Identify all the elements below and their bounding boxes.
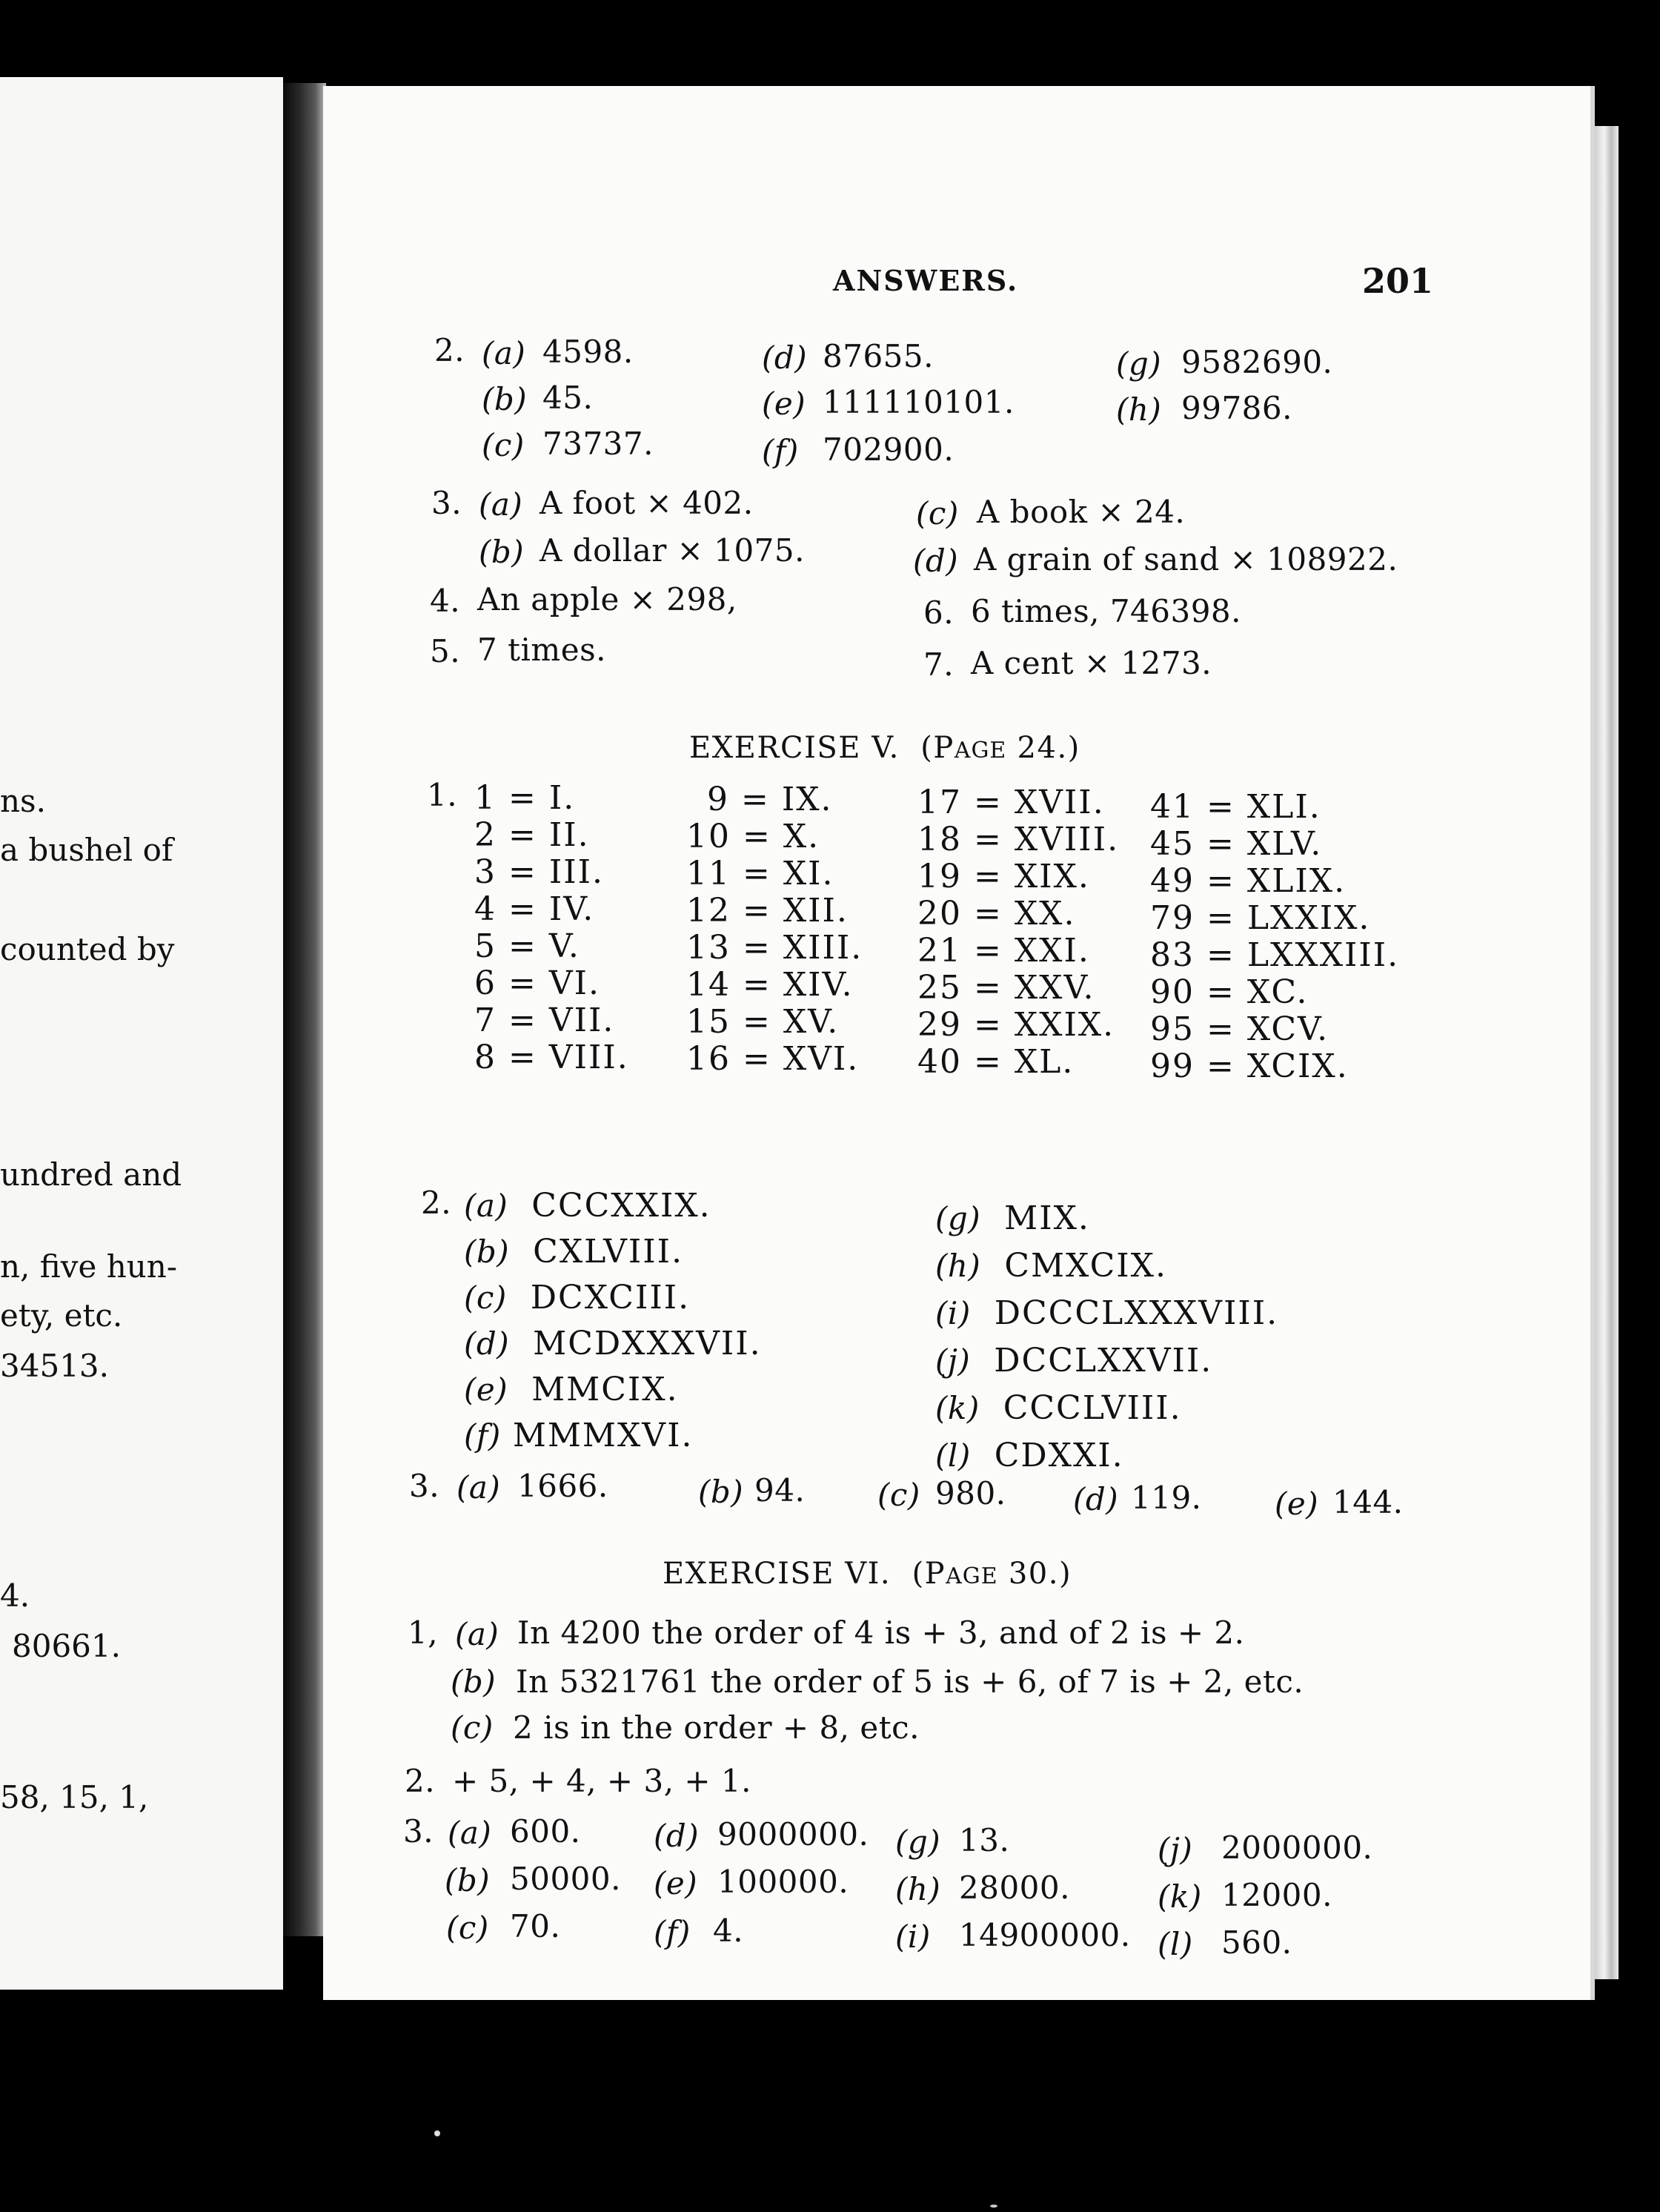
answer-value: 2 is in the order + 8, etc. bbox=[513, 1709, 920, 1746]
answer-value: An apple × 298, bbox=[477, 581, 737, 617]
roman-col-4 bbox=[1150, 789, 1399, 1085]
roman-entry: 6 = VI. bbox=[474, 964, 600, 1002]
exercise-title: EXERCISE VI. bbox=[663, 1557, 892, 1591]
left-fragment: ns. bbox=[0, 783, 46, 819]
answer-label: (c) bbox=[464, 1279, 507, 1316]
roman-col-3 bbox=[917, 784, 1119, 1081]
answer-label: (a) bbox=[456, 1469, 501, 1506]
answer-value: 94. bbox=[754, 1472, 806, 1509]
answer-row bbox=[935, 1385, 1278, 1432]
roman-entry: 11 = XI. bbox=[686, 855, 834, 893]
answer-value: CXLVIII. bbox=[533, 1233, 684, 1271]
page-ref-open: (P bbox=[920, 731, 954, 765]
answer-label: (d) bbox=[464, 1325, 510, 1362]
roman-entry: 8 = VIII. bbox=[474, 1039, 629, 1076]
book-gutter-shadow bbox=[283, 83, 326, 1936]
left-fragment: counted by bbox=[0, 931, 175, 967]
answer-label: (g) bbox=[1116, 345, 1162, 382]
roman-entry: 83 = LXXXIII. bbox=[1150, 936, 1400, 974]
answer-value: DCXCIII. bbox=[530, 1279, 691, 1317]
answer-label: (d) bbox=[913, 543, 959, 579]
question-number: 5. bbox=[430, 633, 461, 669]
left-fragment: 4. bbox=[0, 1577, 30, 1614]
scan-speck bbox=[434, 2130, 440, 2136]
answer-value: 73737. bbox=[542, 425, 654, 462]
left-fragment: ety, etc. bbox=[0, 1297, 123, 1334]
answer-value: DCCLXXVII. bbox=[994, 1342, 1213, 1380]
answer-value: 4. bbox=[713, 1913, 744, 1949]
answer-label: (a) bbox=[479, 486, 523, 523]
answer-label: (d) bbox=[762, 340, 808, 376]
roman-entry: 19 = XIX. bbox=[917, 858, 1090, 895]
ex5-q2-left-column bbox=[464, 1183, 762, 1459]
question-number: 7. bbox=[923, 646, 954, 683]
roman-entry: 4 = IV. bbox=[474, 890, 595, 928]
roman-entry: 29 = XXIX. bbox=[917, 1006, 1115, 1044]
answer-value: 99786. bbox=[1181, 390, 1292, 426]
answer-label: (f) bbox=[654, 1914, 691, 1950]
answer-label: (g) bbox=[935, 1200, 981, 1236]
answer-value: 45. bbox=[542, 380, 594, 416]
answer-label: (k) bbox=[1158, 1878, 1202, 1915]
page-ref-close: 24.) bbox=[1006, 731, 1080, 765]
left-fragment: undred and bbox=[0, 1156, 182, 1193]
answer-value: 111110101. bbox=[823, 384, 1015, 420]
answer-label: (l) bbox=[1158, 1926, 1193, 1962]
roman-entry: 16 = XVI. bbox=[686, 1040, 860, 1078]
answer-value: CCCXXIX. bbox=[531, 1187, 711, 1225]
answer-label: (a) bbox=[464, 1188, 508, 1224]
answer-label: (c) bbox=[916, 495, 959, 532]
answer-value: CCCLVIII. bbox=[1003, 1389, 1182, 1427]
answer-label: (h) bbox=[895, 1871, 941, 1907]
answer-value: 14900000. bbox=[959, 1917, 1131, 1953]
answer-value: + 5, + 4, + 3, + 1. bbox=[452, 1763, 752, 1799]
running-title: ANSWERS. bbox=[833, 264, 1019, 297]
question-number: 2. bbox=[434, 332, 465, 368]
answer-row bbox=[464, 1275, 762, 1321]
answer-label: (d) bbox=[1073, 1481, 1119, 1517]
answer-value: MMCIX. bbox=[531, 1371, 679, 1408]
left-facing-page bbox=[0, 77, 283, 1990]
roman-entry: 2 = II. bbox=[474, 816, 590, 854]
answer-value: A dollar × 1075. bbox=[540, 532, 805, 569]
answer-label: (e) bbox=[464, 1371, 508, 1408]
page-number: 201 bbox=[1362, 261, 1434, 301]
question-number: 2. bbox=[421, 1185, 452, 1221]
roman-entry: 41 = XLI. bbox=[1150, 788, 1321, 826]
page-edge bbox=[1595, 126, 1618, 1979]
answer-label: (c) bbox=[877, 1477, 920, 1513]
answer-label: (k) bbox=[935, 1390, 980, 1426]
answer-value: 28000. bbox=[959, 1870, 1070, 1906]
answer-value: MCDXXXVII. bbox=[533, 1325, 762, 1362]
answer-label: (b) bbox=[482, 381, 528, 417]
answer-value: MIX. bbox=[1004, 1199, 1090, 1237]
answer-value: 50000. bbox=[510, 1861, 621, 1897]
left-fragment: 58, 15, 1, bbox=[0, 1779, 149, 1815]
answer-row bbox=[464, 1413, 762, 1459]
answer-label: (d) bbox=[654, 1818, 700, 1854]
answer-label: (h) bbox=[935, 1248, 981, 1284]
answer-label: (b) bbox=[479, 534, 525, 570]
answer-row bbox=[935, 1290, 1278, 1337]
answer-row bbox=[464, 1229, 762, 1275]
answer-label: (a) bbox=[455, 1616, 499, 1652]
answer-label: (i) bbox=[935, 1295, 971, 1331]
answer-label: (j) bbox=[935, 1342, 971, 1379]
answer-value: 6 times, 746398. bbox=[971, 593, 1241, 629]
question-number: 3. bbox=[409, 1468, 440, 1504]
answer-value: 100000. bbox=[717, 1864, 849, 1900]
page-ref-close: 30.) bbox=[997, 1557, 1072, 1591]
answer-label: (c) bbox=[482, 427, 525, 463]
answer-value: 144. bbox=[1332, 1484, 1404, 1520]
roman-entry: 15 = XV. bbox=[686, 1003, 840, 1041]
roman-entry: 12 = XII. bbox=[686, 892, 849, 930]
left-fragment: a bushel of bbox=[0, 832, 173, 868]
left-fragment: 34513. bbox=[0, 1348, 109, 1384]
answer-label: (l) bbox=[935, 1437, 971, 1474]
answer-value: A cent × 1273. bbox=[971, 645, 1212, 681]
roman-entry: 49 = XLIX. bbox=[1150, 862, 1347, 900]
answer-value: 4598. bbox=[542, 334, 634, 370]
answer-value: 119. bbox=[1131, 1480, 1202, 1516]
page-ref-word: AGE bbox=[946, 1563, 998, 1589]
page-ref-open: (P bbox=[912, 1557, 946, 1591]
answer-row bbox=[464, 1183, 762, 1229]
roman-entry: 5 = V. bbox=[474, 927, 580, 965]
exercise-heading bbox=[689, 731, 1080, 765]
roman-entry: 13 = XIII. bbox=[686, 929, 863, 967]
roman-entry: 90 = XC. bbox=[1150, 973, 1309, 1011]
roman-entry: 9 = IX. bbox=[707, 781, 833, 818]
roman-entry: 25 = XXV. bbox=[917, 969, 1095, 1007]
right-page bbox=[323, 86, 1595, 2000]
roman-entry: 79 = LXXIX. bbox=[1150, 899, 1371, 937]
answer-value: A grain of sand × 108922. bbox=[974, 541, 1398, 577]
answer-value: 1666. bbox=[517, 1468, 608, 1504]
answer-label: (c) bbox=[451, 1709, 494, 1746]
roman-entry: 40 = XL. bbox=[917, 1043, 1075, 1081]
ex5-q2-right-column bbox=[935, 1195, 1278, 1480]
answer-value: A book × 24. bbox=[977, 494, 1186, 530]
left-fragment: n, five hun- bbox=[0, 1248, 178, 1285]
answer-row bbox=[464, 1367, 762, 1413]
roman-entry: 20 = XX. bbox=[917, 895, 1076, 933]
answer-label: (b) bbox=[451, 1663, 497, 1700]
question-number: 6. bbox=[923, 595, 954, 631]
answer-label: (i) bbox=[895, 1918, 931, 1955]
roman-entry: 3 = III. bbox=[474, 853, 604, 891]
roman-entry: 45 = XLV. bbox=[1150, 825, 1323, 863]
answer-value: MMMXVI. bbox=[512, 1417, 694, 1454]
roman-entry: 17 = XVII. bbox=[917, 784, 1105, 821]
answer-label: (f) bbox=[762, 433, 799, 469]
answer-label: (a) bbox=[448, 1815, 492, 1851]
question-number: 3. bbox=[403, 1813, 434, 1850]
answer-value: 13. bbox=[959, 1822, 1010, 1858]
answer-value: 7 times. bbox=[477, 632, 606, 668]
exercise-heading bbox=[663, 1557, 1072, 1591]
answer-label: (h) bbox=[1116, 391, 1162, 428]
roman-entry: 99 = XCIX. bbox=[1150, 1047, 1349, 1085]
answer-value: 12000. bbox=[1221, 1877, 1332, 1913]
answer-row bbox=[464, 1321, 762, 1367]
answer-value: 9582690. bbox=[1181, 344, 1333, 380]
answer-label: (g) bbox=[895, 1824, 941, 1860]
roman-entry: 95 = XCV. bbox=[1150, 1010, 1329, 1048]
roman-entry: 1 = I. bbox=[474, 779, 576, 817]
answer-value: 9000000. bbox=[717, 1816, 869, 1852]
answer-value: In 5321761 the order of 5 is + 6, of 7 is + 2, etc. bbox=[516, 1663, 1304, 1700]
answer-value: 980. bbox=[935, 1475, 1006, 1511]
roman-entry: 14 = XIV. bbox=[686, 966, 854, 1004]
answer-value: 87655. bbox=[823, 338, 934, 374]
roman-entry: 21 = XXI. bbox=[917, 932, 1090, 970]
question-number: 1. bbox=[427, 777, 458, 813]
exercise-title: EXERCISE V. bbox=[689, 731, 900, 765]
answer-row bbox=[935, 1432, 1278, 1480]
answer-label: (e) bbox=[1275, 1486, 1319, 1522]
answer-label: (b) bbox=[445, 1862, 491, 1898]
answer-label: (b) bbox=[698, 1474, 744, 1510]
roman-col-1 bbox=[471, 779, 629, 1076]
answer-value: CMXCIX. bbox=[1004, 1247, 1167, 1285]
answer-value: 560. bbox=[1221, 1924, 1292, 1961]
question-number: 1, bbox=[408, 1615, 439, 1651]
answer-label: (c) bbox=[446, 1910, 489, 1946]
answer-label: (e) bbox=[762, 385, 806, 422]
answer-value: In 4200 the order of 4 is + 3, and of 2 is + 2. bbox=[517, 1615, 1245, 1651]
answer-label: (a) bbox=[482, 335, 526, 371]
roman-entry: 18 = XVIII. bbox=[917, 821, 1120, 858]
roman-entry: 7 = VII. bbox=[474, 1001, 615, 1039]
answer-value: 70. bbox=[510, 1908, 561, 1944]
left-fragment: 80661. bbox=[12, 1628, 121, 1664]
answer-row bbox=[935, 1242, 1278, 1290]
answer-value: A foot × 402. bbox=[540, 485, 754, 521]
scan-speck bbox=[990, 2205, 997, 2208]
answer-value: 2000000. bbox=[1221, 1829, 1373, 1866]
roman-col-2 bbox=[686, 781, 863, 1078]
answer-label: (e) bbox=[654, 1865, 698, 1901]
question-number: 3. bbox=[431, 485, 462, 521]
answer-label: (b) bbox=[464, 1234, 510, 1270]
answer-value: DCCCLXXXVIII. bbox=[994, 1294, 1279, 1332]
roman-entry: 10 = X. bbox=[686, 818, 820, 855]
answer-value: 600. bbox=[510, 1813, 581, 1850]
answer-label: (j) bbox=[1158, 1831, 1193, 1867]
question-number: 2. bbox=[405, 1763, 436, 1799]
answer-label: (f) bbox=[464, 1417, 501, 1454]
answer-value: CDXXI. bbox=[994, 1437, 1124, 1474]
question-number: 4. bbox=[430, 583, 461, 619]
answer-row bbox=[935, 1195, 1278, 1242]
page-ref-word: AGE bbox=[954, 738, 1007, 764]
answer-value: 702900. bbox=[823, 431, 954, 468]
answer-row bbox=[935, 1337, 1278, 1385]
